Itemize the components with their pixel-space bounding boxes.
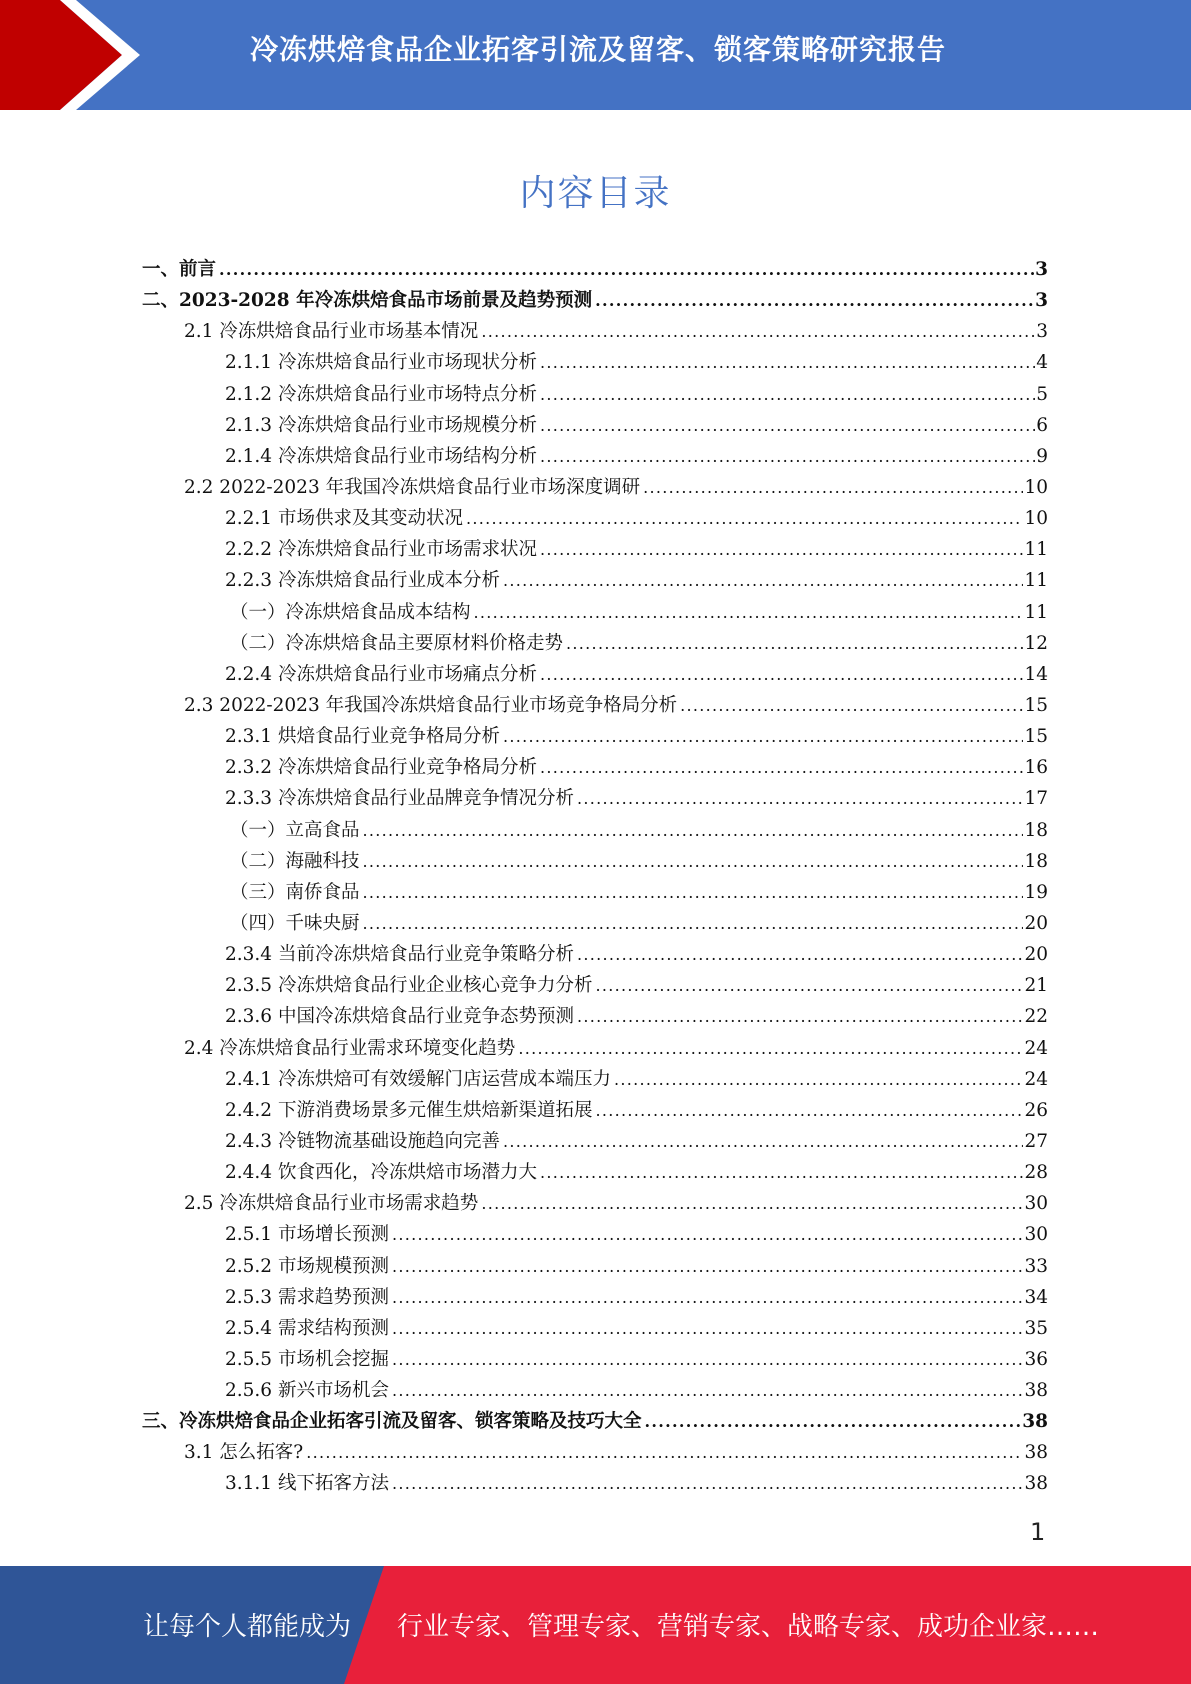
toc-entry[interactable]	[142, 1188, 1048, 1219]
toc-entry-page: 24	[1024, 1068, 1048, 1090]
toc-entry-page: 38	[1024, 1473, 1048, 1495]
toc-entry-label: 3.1.1 线下拓客方法	[225, 1473, 389, 1495]
toc-entry-page: 6	[1036, 414, 1048, 436]
toc-entry-page: 5	[1036, 383, 1048, 405]
toc-dot-leader	[392, 1375, 1023, 1406]
toc-dot-leader	[481, 1188, 1023, 1219]
toc-dot-leader	[363, 877, 1024, 908]
toc-entry-label: 2.4.2 下游消费场景多元催生烘焙新渠道拓展	[225, 1099, 593, 1121]
toc-dot-leader	[363, 815, 1024, 846]
toc-entry-page: 4	[1036, 352, 1048, 374]
toc-dot-leader	[306, 1437, 1023, 1468]
toc-dot-leader	[503, 721, 1023, 752]
toc-entry-page: 17	[1024, 788, 1048, 810]
toc-entry-page: 11	[1024, 601, 1048, 623]
toc-entry-page: 30	[1024, 1193, 1048, 1215]
toc-entry[interactable]	[142, 472, 1048, 503]
toc-entry-page: 19	[1024, 881, 1048, 903]
toc-entry-label: 2.1.4 冷冻烘焙食品行业市场结构分析	[225, 445, 537, 467]
toc-entry-label: 2.2.2 冷冻烘焙食品行业市场需求状况	[225, 539, 537, 561]
toc-entry[interactable]	[142, 846, 1048, 877]
toc-entry[interactable]	[142, 1406, 1048, 1437]
toc-entry-label: 2.5.2 市场规模预测	[225, 1255, 389, 1277]
toc-entry-label: 2.1.2 冷冻烘焙食品行业市场特点分析	[225, 383, 537, 405]
toc-entry[interactable]	[142, 254, 1048, 285]
toc-entry[interactable]	[142, 1282, 1048, 1313]
toc-entry[interactable]	[142, 1468, 1048, 1499]
toc-entry-label: 2.2.4 冷冻烘焙食品行业市场痛点分析	[225, 663, 537, 685]
toc-entry-page: 3	[1035, 259, 1048, 280]
toc-entry-label: 2.4.1 冷冻烘焙可有效缓解门店运营成本端压力	[225, 1068, 611, 1090]
table-of-contents	[142, 254, 1048, 1500]
toc-entry-label: 2.5 冷冻烘焙食品行业市场需求趋势	[184, 1193, 479, 1215]
toc-entry-page: 38	[1022, 1411, 1048, 1433]
toc-entry-label: 2.3.3 冷冻烘焙食品行业品牌竞争情况分析	[225, 788, 574, 810]
toc-entry-label: 2.2.1 市场供求及其变动状况	[225, 508, 463, 530]
toc-dot-leader	[645, 1406, 1022, 1437]
toc-entry-page: 27	[1024, 1130, 1048, 1152]
toc-entry-page: 14	[1024, 663, 1048, 685]
toc-dot-leader	[540, 659, 1023, 690]
toc-entry-label: （四）千味央厨	[230, 912, 360, 934]
toc-entry-label: 2.3.6 中国冷冻烘焙食品行业竞争态势预测	[225, 1006, 574, 1028]
toc-dot-leader	[363, 846, 1024, 877]
toc-entry[interactable]	[142, 1157, 1048, 1188]
toc-entry-page: 33	[1024, 1255, 1048, 1277]
page-number: 1	[1030, 1518, 1046, 1546]
toc-dot-leader	[643, 472, 1023, 503]
toc-entry-label: 二、2023-2028 年冷冻烘焙食品市场前景及趋势预测	[142, 290, 593, 312]
toc-entry-page: 26	[1024, 1099, 1048, 1121]
toc-dot-leader	[595, 1095, 1023, 1126]
toc-entry-page: 10	[1024, 508, 1048, 530]
toc-entry-page: 24	[1024, 1037, 1048, 1059]
toc-entry-page: 16	[1024, 757, 1048, 779]
toc-entry-label: 2.3.4 当前冷冻烘焙食品行业竞争策略分析	[225, 944, 574, 966]
toc-dot-leader	[392, 1468, 1023, 1499]
toc-entry[interactable]	[142, 970, 1048, 1001]
toc-entry-label: 2.2 2022-2023 年我国冷冻烘焙食品行业市场深度调研	[184, 476, 641, 498]
toc-entry[interactable]	[142, 410, 1048, 441]
toc-entry-page: 36	[1024, 1348, 1048, 1370]
toc-entry-page: 3	[1036, 321, 1048, 343]
toc-entry[interactable]	[142, 659, 1048, 690]
toc-entry-page: 12	[1024, 632, 1048, 654]
toc-entry-label: 2.2.3 冷冻烘焙食品行业成本分析	[225, 570, 500, 592]
toc-entry[interactable]	[142, 1219, 1048, 1250]
toc-entry[interactable]	[142, 1313, 1048, 1344]
toc-dot-leader	[363, 908, 1024, 939]
toc-entry-label: （二）冷冻烘焙食品主要原材料价格走势	[230, 632, 564, 654]
toc-entry[interactable]	[142, 316, 1048, 347]
toc-dot-leader	[577, 939, 1023, 970]
toc-entry-page: 21	[1024, 975, 1048, 997]
toc-dot-leader	[392, 1344, 1023, 1375]
toc-entry-label: 2.3.5 冷冻烘焙食品行业企业核心竞争力分析	[225, 975, 593, 997]
toc-entry-label: 2.5.6 新兴市场机会	[225, 1380, 389, 1402]
toc-entry-page: 3	[1035, 290, 1048, 312]
toc-entry-label: 2.5.4 需求结构预测	[225, 1317, 389, 1339]
toc-entry[interactable]	[142, 285, 1048, 316]
toc-entry-page: 9	[1036, 445, 1048, 467]
toc-entry-label: 2.4 冷冻烘焙食品行业需求环境变化趋势	[184, 1037, 516, 1059]
toc-dot-leader	[680, 690, 1023, 721]
toc-entry-label: 3.1 怎么拓客?	[184, 1442, 304, 1464]
toc-dot-leader	[503, 565, 1023, 596]
toc-dot-leader	[540, 441, 1035, 472]
toc-entry-page: 34	[1024, 1286, 1048, 1308]
page-footer-banner	[0, 1566, 1191, 1684]
toc-dot-leader	[518, 1033, 1023, 1064]
toc-dot-leader	[392, 1313, 1023, 1344]
toc-entry-label: （二）海融科技	[230, 850, 360, 872]
toc-entry-page: 15	[1024, 694, 1048, 716]
toc-entry-page: 11	[1024, 539, 1048, 561]
toc-entry-label: 2.3.2 冷冻烘焙食品行业竞争格局分析	[225, 757, 537, 779]
toc-entry-label: （三）南侨食品	[230, 881, 360, 903]
toc-entry-label: 2.1.1 冷冻烘焙食品行业市场现状分析	[225, 352, 537, 374]
toc-dot-leader	[466, 503, 1023, 534]
toc-dot-leader	[540, 752, 1023, 783]
toc-entry[interactable]	[142, 690, 1048, 721]
toc-dot-leader	[540, 379, 1035, 410]
toc-entry-page: 18	[1024, 850, 1048, 872]
toc-entry[interactable]	[142, 1033, 1048, 1064]
toc-entry[interactable]	[142, 1437, 1048, 1468]
toc-dot-leader	[614, 1064, 1023, 1095]
toc-entry-label: 2.4.4 饮食西化，冷冻烘焙市场潜力大	[225, 1162, 537, 1184]
toc-entry[interactable]	[142, 441, 1048, 472]
toc-entry[interactable]	[142, 379, 1048, 410]
toc-entry[interactable]	[142, 1375, 1048, 1406]
footer-slogan-left: 让每个人都能成为	[143, 1612, 352, 1642]
toc-dot-leader	[595, 285, 1034, 316]
table-of-contents-heading: 内容目录	[519, 173, 672, 214]
toc-entry-page: 10	[1024, 476, 1048, 498]
toc-entry[interactable]	[142, 628, 1048, 659]
toc-entry[interactable]	[142, 1251, 1048, 1282]
toc-entry-page: 38	[1024, 1442, 1048, 1464]
toc-dot-leader	[219, 254, 1034, 285]
toc-entry-label: （一）立高食品	[230, 819, 360, 841]
toc-dot-leader	[577, 783, 1023, 814]
toc-entry-page: 20	[1024, 912, 1048, 934]
toc-entry[interactable]	[142, 1001, 1048, 1032]
toc-entry-page: 30	[1024, 1224, 1048, 1246]
toc-entry-label: 2.1.3 冷冻烘焙食品行业市场规模分析	[225, 414, 537, 436]
toc-dot-leader	[540, 534, 1023, 565]
toc-entry[interactable]	[142, 721, 1048, 752]
toc-dot-leader	[392, 1251, 1023, 1282]
toc-entry-page: 38	[1024, 1380, 1048, 1402]
toc-entry-label: 2.3.1 烘焙食品行业竞争格局分析	[225, 726, 500, 748]
toc-entry[interactable]	[142, 1064, 1048, 1095]
toc-entry-page: 15	[1024, 726, 1048, 748]
toc-entry[interactable]	[142, 783, 1048, 814]
toc-entry-label: 2.5.5 市场机会挖掘	[225, 1348, 389, 1370]
toc-dot-leader	[392, 1282, 1023, 1313]
toc-dot-leader	[577, 1001, 1023, 1032]
toc-entry[interactable]	[142, 565, 1048, 596]
toc-entry-label: 2.3 2022-2023 年我国冷冻烘焙食品行业市场竞争格局分析	[184, 694, 678, 716]
toc-entry-page: 18	[1024, 819, 1048, 841]
toc-entry[interactable]	[142, 1344, 1048, 1375]
toc-entry[interactable]	[142, 597, 1048, 628]
toc-entry-label: （一）冷冻烘焙食品成本结构	[230, 601, 471, 623]
toc-entry[interactable]	[142, 503, 1048, 534]
toc-entry[interactable]	[142, 1126, 1048, 1157]
toc-entry-page: 35	[1024, 1317, 1048, 1339]
toc-dot-leader	[595, 970, 1023, 1001]
toc-entry[interactable]	[142, 347, 1048, 378]
report-title: 冷冻烘焙食品企业拓客引流及留客、锁客策略研究报告	[250, 33, 947, 66]
toc-entry[interactable]	[142, 939, 1048, 970]
toc-entry[interactable]	[142, 1095, 1048, 1126]
toc-dot-leader	[540, 1157, 1023, 1188]
toc-dot-leader	[481, 316, 1035, 347]
toc-dot-leader	[503, 1126, 1023, 1157]
toc-entry-page: 20	[1024, 944, 1048, 966]
toc-dot-leader	[392, 1219, 1023, 1250]
toc-entry-page: 11	[1024, 570, 1048, 592]
toc-entry-label: 一、前言	[142, 259, 217, 280]
toc-entry-label: 2.5.3 需求趋势预测	[225, 1286, 389, 1308]
toc-entry[interactable]	[142, 908, 1048, 939]
toc-entry-label: 2.4.3 冷链物流基础设施趋向完善	[225, 1130, 500, 1152]
page-header-banner	[0, 0, 1191, 110]
toc-dot-leader	[566, 628, 1023, 659]
toc-entry-label: 三、冷冻烘焙食品企业拓客引流及留客、锁客策略及技巧大全	[142, 1411, 642, 1433]
toc-dot-leader	[540, 410, 1035, 441]
footer-slogan-right: 行业专家、管理专家、营销专家、战略专家、成功企业家……	[397, 1612, 1100, 1642]
toc-entry-label: 2.5.1 市场增长预测	[225, 1224, 389, 1246]
toc-entry[interactable]	[142, 815, 1048, 846]
toc-dot-leader	[540, 347, 1035, 378]
toc-entry-page: 22	[1024, 1006, 1048, 1028]
toc-dot-leader	[474, 597, 1024, 628]
toc-entry[interactable]	[142, 752, 1048, 783]
toc-entry[interactable]	[142, 877, 1048, 908]
toc-entry-page: 28	[1024, 1162, 1048, 1184]
toc-entry-label: 2.1 冷冻烘焙食品行业市场基本情况	[184, 321, 479, 343]
toc-entry[interactable]	[142, 534, 1048, 565]
